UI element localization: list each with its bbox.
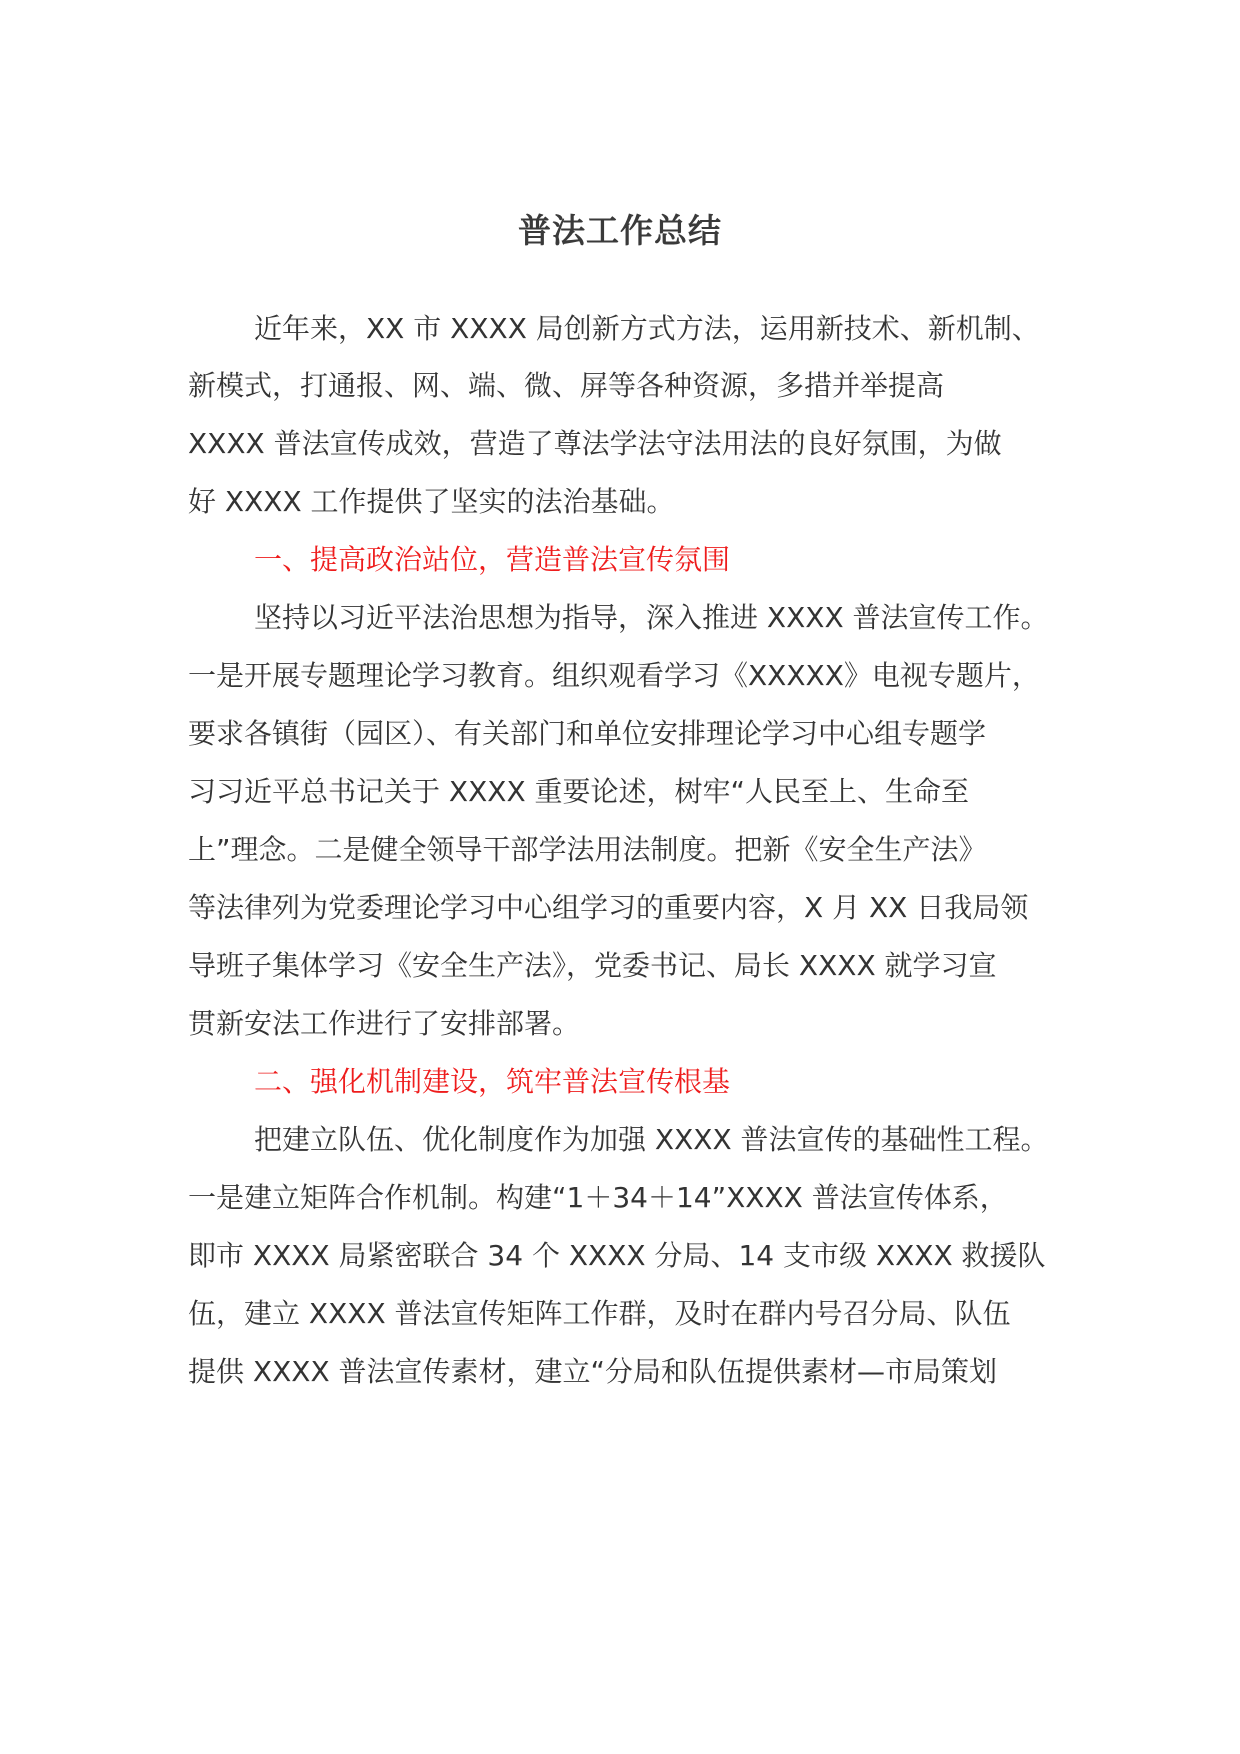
document-title: 普法工作总结 — [518, 211, 722, 250]
paragraph-line: 习习近平总书记关于 XXXX 重要论述，树牢“人民至上、生命至 — [188, 775, 970, 808]
paragraph-line: 好 XXXX 工作提供了坚实的法治基础。 — [188, 485, 675, 518]
paragraph-line: 上”理念。二是健全领导干部学法用法制度。把新《安全生产法》 — [188, 833, 987, 866]
paragraph-line: 提供 XXXX 普法宣传素材，建立“分局和队伍提供素材—市局策划 — [188, 1355, 998, 1388]
section-heading-2: 二、强化机制建设，筑牢普法宣传根基 — [254, 1065, 731, 1098]
paragraph-line: 一是建立矩阵合作机制。构建“1＋34＋14”XXXX 普法宣传体系， — [188, 1181, 1008, 1214]
paragraph-line: 近年来，XX 市 XXXX 局创新方式方法，运用新技术、新机制、 — [254, 312, 1040, 345]
paragraph-line: 等法律列为党委理论学习中心组学习的重要内容，X 月 XX 日我局领 — [188, 891, 1029, 924]
paragraph-line: 导班子集体学习《安全生产法》，党委书记、局长 XXXX 就学习宣 — [188, 949, 997, 982]
paragraph-line: 新模式，打通报、网、端、微、屏等各种资源，多措并举提高 — [188, 369, 945, 402]
paragraph-line: 坚持以习近平法治思想为指导，深入推进 XXXX 普法宣传工作。 — [254, 601, 1049, 634]
paragraph-line: 即市 XXXX 局紧密联合 34 个 XXXX 分局、14 支市级 XXXX 救援队 — [188, 1239, 1046, 1272]
section-heading-1: 一、提高政治站位，营造普法宣传氛围 — [254, 543, 731, 576]
paragraph-line: 伍，建立 XXXX 普法宣传矩阵工作群，及时在群内号召分局、队伍 — [188, 1297, 1011, 1330]
paragraph-line: 要求各镇街（园区）、有关部门和单位安排理论学习中心组专题学 — [188, 717, 987, 750]
paragraph-line: 把建立队伍、优化制度作为加强 XXXX 普法宣传的基础性工程。 — [254, 1123, 1049, 1156]
paragraph-line: 一是开展专题理论学习教育。组织观看学习《XXXXX》电视专题片， — [188, 659, 1040, 692]
paragraph-line: XXXX 普法宣传成效，营造了尊法学法守法用法的良好氛围，为做 — [188, 427, 1002, 460]
paragraph-line: 贯新安法工作进行了安排部署。 — [188, 1007, 581, 1040]
